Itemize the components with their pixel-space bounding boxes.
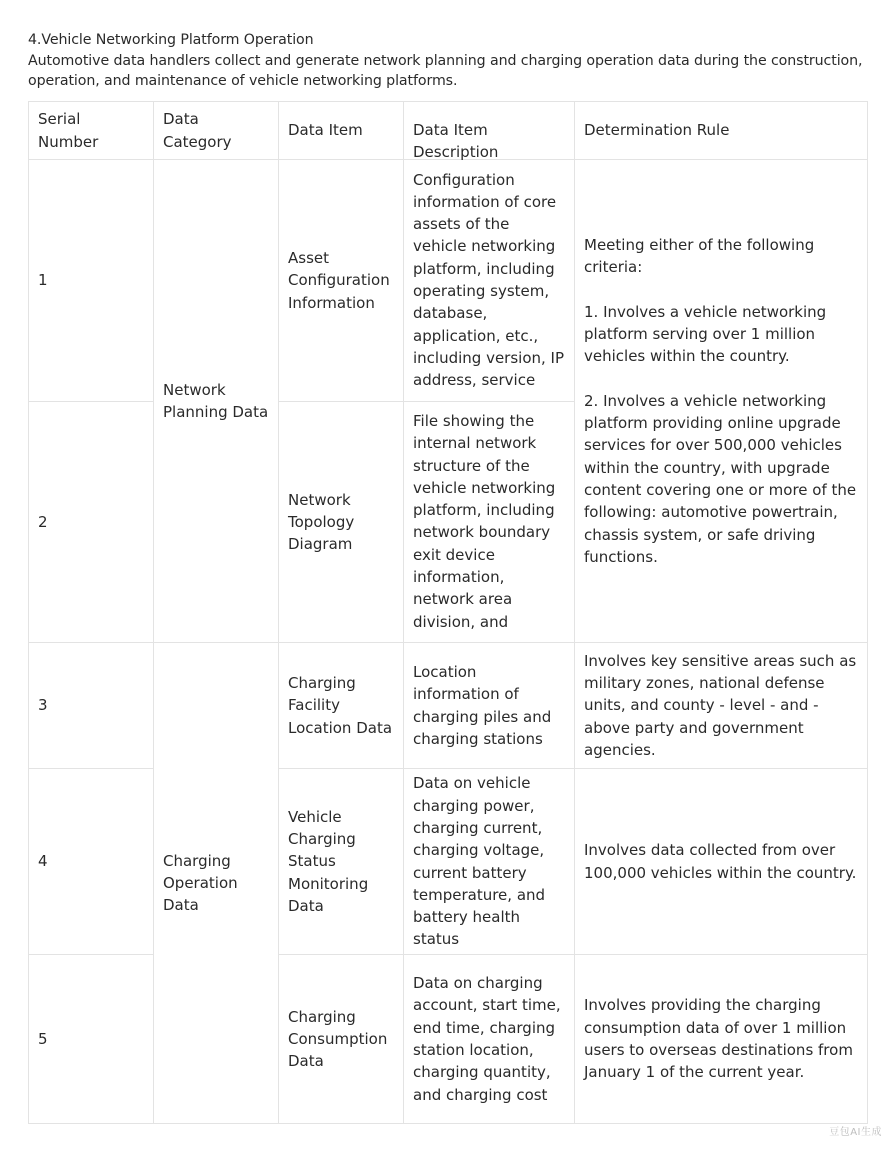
column-header-rule: Determination Rule: [575, 102, 868, 160]
description-text: Configuration information of core assets of the vehicle networking platform, including operating system, database, application, etc., including version, IP address, service: [413, 170, 565, 390]
category-cell: Network Planning Data: [154, 160, 279, 643]
section-title: 4.Vehicle Networking Platform Operation: [28, 32, 314, 48]
column-header-item: Data Item: [279, 102, 404, 160]
item-cell: Asset Configuration Information: [279, 160, 404, 402]
section-intro: Automotive data handlers collect and generate network planning and charging operation data during the construction, operation, and maintenance of vehicle networking platforms.: [28, 52, 863, 89]
section-heading: [28, 30, 878, 92]
table-row: [29, 643, 868, 769]
description-cell: [404, 402, 575, 643]
item-cell: Vehicle Charging Status Monitoring Data: [279, 769, 404, 955]
item-cell: Charging Consumption Data: [279, 955, 404, 1124]
column-header-serial: Serial Number: [29, 102, 154, 160]
description-cell: Location information of charging piles and charging stations: [404, 643, 575, 769]
data-classification-table: [28, 101, 868, 1124]
description-cell: [404, 160, 575, 402]
description-cell: Data on charging account, start time, end time, charging station location, charging quantity, and charging cost: [404, 955, 575, 1124]
rule-cell: Involves providing the charging consumption data of over 1 million users to overseas destinations from January 1 of the current year.: [575, 955, 868, 1124]
rule-text: Meeting either of the following criteria: 1. Involves a vehicle networking platform serving over 1 million vehicles within the country. 2. Involves a vehicle networking platform providing online upgrade services for over 500,000 vehicles within the country, with upgrade content covering one or more of the following: automotive powertrain, chassis system, or safe driving functions.: [584, 235, 857, 566]
rule-cell: Involves data collected from over 100,000 vehicles within the country.: [575, 769, 868, 955]
column-header-description-text: Data Item Description: [413, 120, 499, 161]
table-row: [29, 160, 868, 402]
serial-cell: 2: [29, 402, 154, 643]
serial-cell: 4: [29, 769, 154, 955]
table-header-row: [29, 102, 868, 160]
serial-cell: 5: [29, 955, 154, 1124]
item-cell: Charging Facility Location Data: [279, 643, 404, 769]
rule-cell: [575, 160, 868, 643]
category-cell: Charging Operation Data: [154, 643, 279, 1124]
description-text: File showing the internal network structure of the vehicle networking platform, including network boundary exit device information, network area division, and: [413, 412, 556, 631]
item-cell: Network Topology Diagram: [279, 402, 404, 643]
column-header-category: Data Category: [154, 102, 279, 160]
description-cell: Data on vehicle charging power, charging current, charging voltage, current battery temperature, and battery health status: [404, 769, 575, 955]
column-header-description: [404, 102, 575, 160]
rule-cell: Involves key sensitive areas such as military zones, national defense units, and county - level - and - above party and government agencies.: [575, 643, 868, 769]
watermark: 豆包AI生成: [829, 1127, 882, 1138]
serial-cell: 3: [29, 643, 154, 769]
serial-cell: 1: [29, 160, 154, 402]
